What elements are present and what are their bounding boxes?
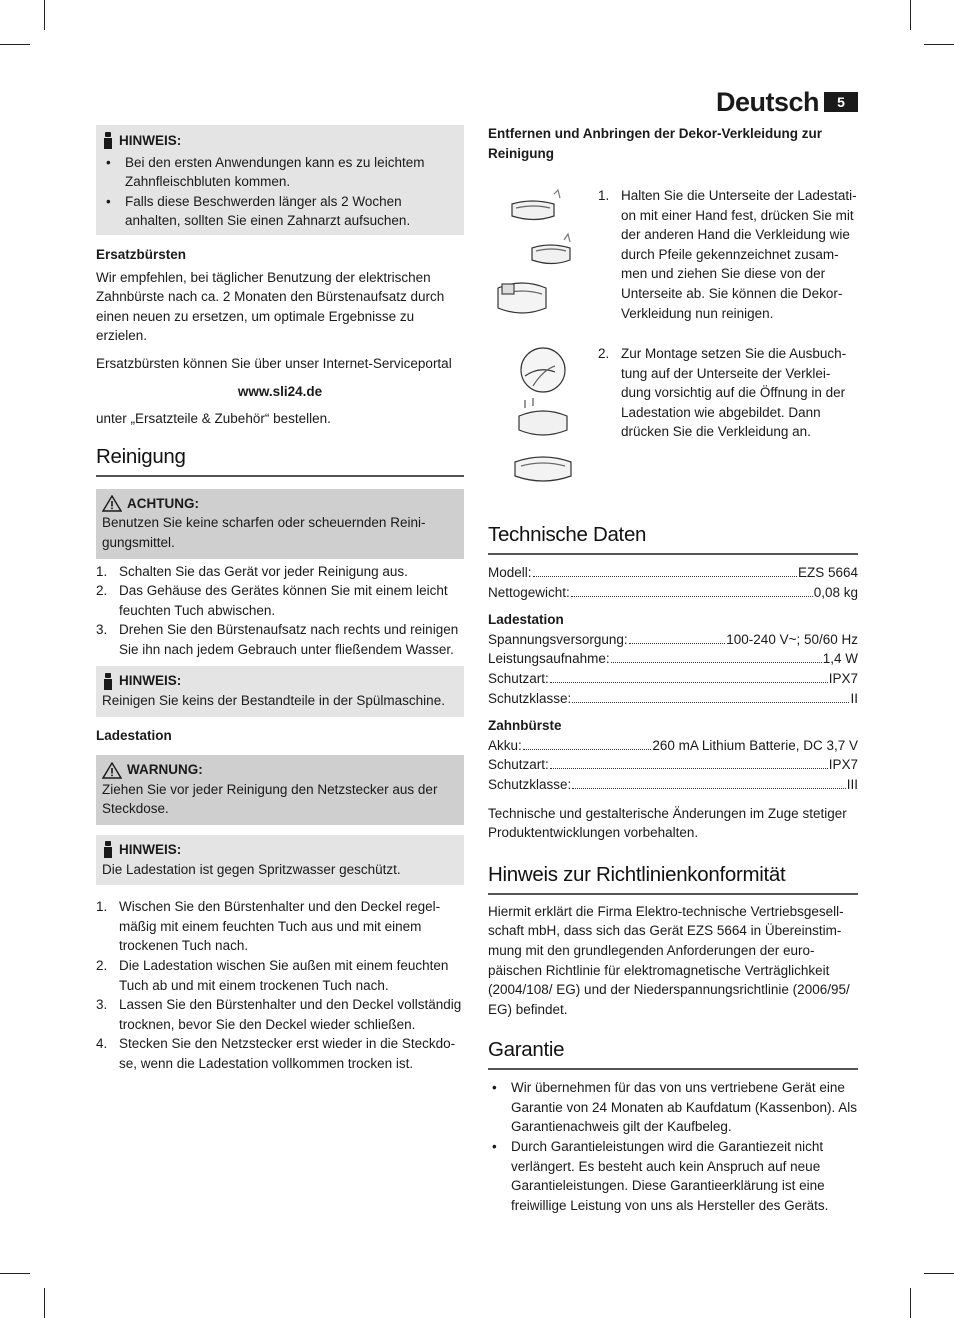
spec-group-ladestation: [488, 630, 858, 708]
spec-row: Schutzklasse: II: [488, 690, 858, 706]
left-column: [96, 125, 464, 1074]
crop-mark: [44, 1288, 45, 1318]
konformitaet-text: Hiermit erklärt die Firma Elektro-technische Vertriebsgesell-schaft mbH, dass sich das Gerät EZS 5664 in Übereinstim-mung mit den grundlegenden Anforderungen der euro-päischen Richtlinie für elektromagnetische Verträglichkeit (2004/108/ EG) und der Niederspannungsrichtlinie (2006/95/ EG) befindet.: [488, 903, 850, 1017]
list-item: 3. Drehen Sie den Bürstenaufsatz nach rechts und reinigen Sie ihn nach jedem Gebrauch unter fließendem Wasser.: [96, 622, 459, 657]
hinweis-title: HINWEIS:: [102, 840, 458, 860]
page-number: 5: [824, 92, 858, 112]
crop-mark: [924, 44, 954, 45]
list-item: • Durch Garantieleistungen wird die Garantiezeit nicht verlängert. Es besteht auch kein Anspruch auf neue Garantieleistungen. Diese Garantieerklärung ist eine freiwillige Leistung von uns als Hersteller des Geräts.: [488, 1137, 858, 1215]
ladestation-heading: Ladestation: [96, 727, 172, 743]
section-title-reinigung: Reinigung: [96, 444, 464, 477]
list-item: • Wir übernehmen für das von uns vertriebene Gerät eine Garantie von 24 Monaten ab Kaufdatum (Kassenbon). Als Garantienachweis gilt der Kaufbeleg.: [488, 1078, 858, 1137]
dekor-removal-illustration: [488, 188, 580, 328]
warning-triangle-icon: [102, 762, 122, 779]
ersatz-paragraph: unter „Ersatzteile & Zubehör“ bestellen.: [96, 411, 331, 427]
hinweis-text: Reinigen Sie keins der Bestandteile in der Spülmaschine.: [102, 693, 445, 709]
section-title-konformitaet: Hinweis zur Richtlinienkonformität: [488, 862, 858, 895]
page-language-title: Deutsch: [716, 87, 820, 117]
dekor-mounting-illustration: [505, 346, 581, 488]
ersatz-heading: Ersatzbürsten: [96, 246, 187, 262]
spec-row: Modell: EZS 5664: [488, 565, 858, 580]
spec-row: Akku: 260 mA Lithium Batterie, DC 3,7 V: [488, 737, 858, 753]
ersatz-paragraph: Ersatzbürsten können Sie über unser Internet-Serviceportal: [96, 355, 452, 371]
hinweis-list: [102, 153, 458, 231]
warnung-text: Ziehen Sie vor jeder Reinigung den Netzstecker aus der Steckdose.: [102, 781, 438, 817]
achtung-text: Benutzen Sie keine scharfen oder scheuernden Reini-gungsmittel.: [102, 515, 426, 550]
list-item: 2. Die Ladestation wischen Sie außen mit einem feuchten Tuch ab und mit einem trockenen Tuch nach.: [96, 958, 449, 993]
hinweis-box: [96, 666, 464, 716]
technik-note: Technische und gestalterische Änderungen im Zuge stetiger Produktentwicklungen vorbehalten.: [488, 805, 847, 841]
spec-group-zahnbuerste: [488, 736, 858, 795]
spec-row: Spannungsversorgung: 100-240 V~; 50/60 Hz: [488, 631, 858, 647]
dekor-step-2: 2. Zur Montage setzen Sie die Ausbuch-tung auf der Unterseite der Verklei-dung vorsichtig auf die Öffnung in der Ladestation wie abgebildet. Dann drücken Sie die Verkleidung an.: [598, 346, 847, 440]
list-item: 3. Lassen Sie den Bürstenhalter und den Deckel vollständig trocknen, bevor Sie den Deckel wieder schließen.: [96, 997, 462, 1032]
dekor-step-1: 1. Halten Sie die Unterseite der Ladestati-on mit einer Hand fest, drücken Sie mit der anderen Hand die Verkleidung wie durch Pfeile gekennzeichnet zusam-men und ziehen Sie diese von der Unterseite ab. Sie können die Dekor-Verkleidung nun reinigen.: [598, 188, 857, 321]
achtung-box: [96, 489, 464, 559]
crop-mark: [44, 0, 45, 30]
list-item: 2. Das Gehäuse des Gerätes können Sie mit einem leicht feuchten Tuch abwischen.: [96, 583, 448, 618]
spec-row: Schutzart: IPX7: [488, 757, 858, 773]
spec-row: Schutzart: IPX7: [488, 670, 858, 686]
right-column-lower: [488, 522, 858, 1215]
crop-mark: [0, 44, 30, 45]
list-item: • Bei den ersten Anwendungen kann es zu leichtem Zahnfleischbluten kommen.: [102, 153, 458, 192]
ladestation-steps: [96, 897, 464, 1073]
info-icon: [102, 841, 114, 858]
crop-mark: [0, 1273, 30, 1274]
crop-mark: [910, 0, 911, 30]
info-icon: [102, 673, 114, 690]
spec-row: Leistungsaufnahme: 1,4 W: [488, 651, 858, 667]
crop-mark: [910, 1288, 911, 1318]
service-url: www.sli24.de: [237, 383, 323, 399]
reinigung-steps: [96, 562, 464, 660]
hinweis-title: HINWEIS:: [102, 131, 458, 151]
spec-heading-zahnbuerste: Zahnbürste: [488, 718, 562, 734]
section-title-technische-daten: Technische Daten: [488, 522, 858, 555]
warnung-box: [96, 755, 464, 825]
crop-mark: [924, 1273, 954, 1274]
section-title-garantie: Garantie: [488, 1037, 858, 1070]
spec-group-general: [488, 563, 858, 602]
garantie-list: [488, 1078, 858, 1215]
list-item: • Falls diese Beschwerden länger als 2 Wochen anhalten, sollten Sie einen Zahnarzt aufsuchen.: [102, 192, 458, 231]
warning-triangle-icon: [102, 495, 122, 512]
info-icon: [102, 132, 114, 149]
hinweis-text: Die Ladestation ist gegen Spritzwasser geschützt.: [102, 861, 401, 877]
warnung-title: WARNUNG:: [102, 760, 458, 780]
hinweis-box: [96, 125, 464, 235]
spec-row: Schutzklasse: III: [488, 776, 858, 792]
list-item: 4. Stecken Sie den Netzstecker erst wieder in die Steckdo-se, wenn die Ladestation vollkommen trocken ist.: [96, 1036, 456, 1071]
list-item: 1. Schalten Sie das Gerät vor jeder Reinigung aus.: [96, 563, 408, 579]
hinweis-title: HINWEIS:: [102, 671, 458, 691]
spec-row: Nettogewicht: 0,08 kg: [488, 584, 858, 600]
spec-heading-ladestation: Ladestation: [488, 612, 564, 628]
hinweis-box: [96, 835, 464, 885]
list-item: 1. Wischen Sie den Bürstenhalter und den Deckel regel-mäßig mit einem feuchten Tuch aus und mit einem trockenen Tuch nach.: [96, 899, 441, 954]
achtung-title: ACHTUNG:: [102, 494, 458, 514]
dekor-heading: Entfernen und Anbringen der Dekor-Verkleidung zur Reinigung: [488, 126, 823, 161]
ersatz-paragraph: Wir empfehlen, bei täglicher Benutzung der elektrischen Zahnbürste nach ca. 2 Monaten den Bürstenaufsatz durch einen neuen zu ersetzen, um optimale Ergebnisse zu erzielen.: [96, 269, 445, 344]
